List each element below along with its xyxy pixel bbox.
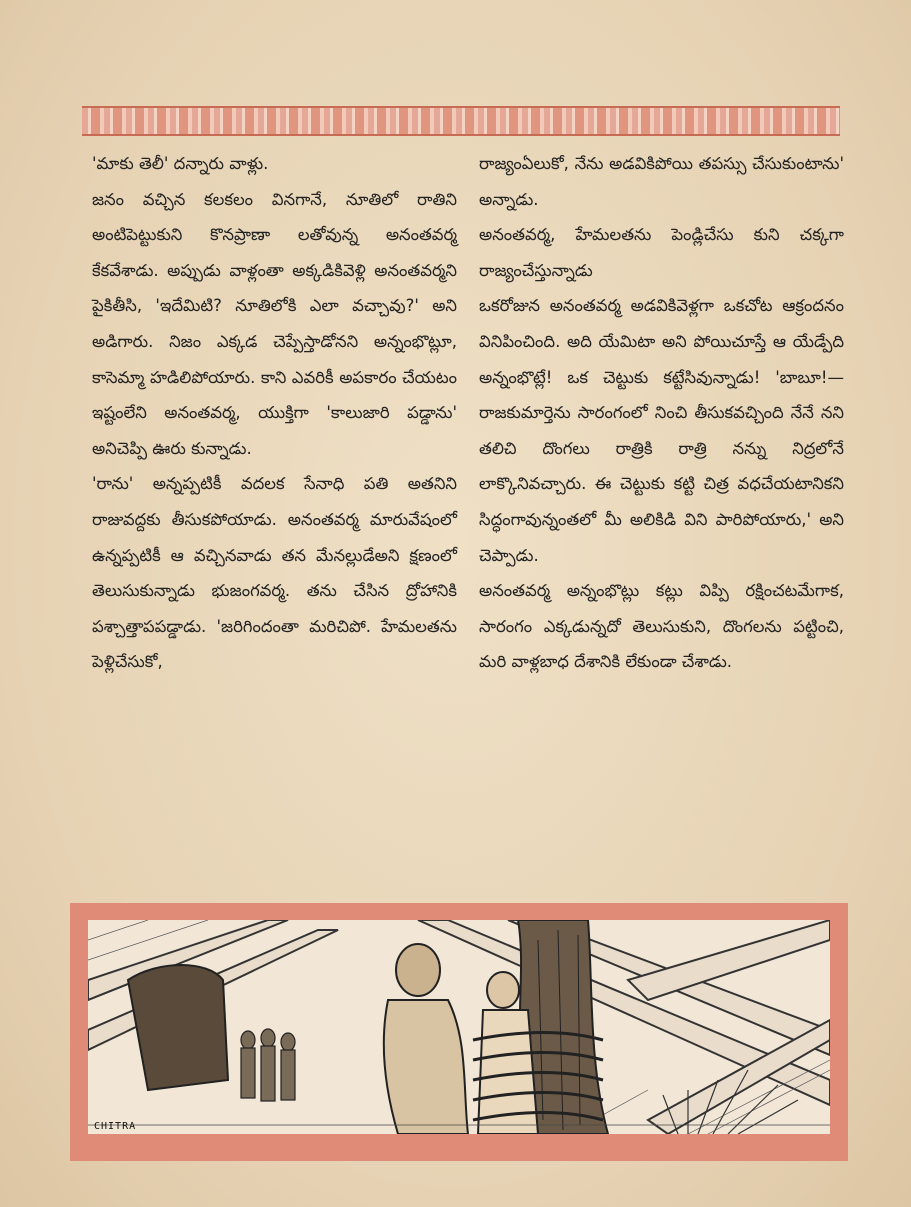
paragraph: అనంతవర్మ, హేమలతను పెండ్లిచేసు కుని చక్కగా రాజ్యంచేస్తున్నాడు	[479, 225, 844, 280]
paragraph: 'రాను' అన్నప్పటికీ వదలక సేనాధి పతి అతనిని రాజువద్దకు తీసుకపోయాడు. అనంతవర్మ మారువేషంలో ఉన్నప్పటికీ ఆ వచ్చినవాడు తన మేనల్లుడేఅని క్షణంలో తెలుసుకున్నాడు భుజంగవర్మ. తను చేసిన ద్రోహానికి పశ్చాత్తాపపడ్డాడు. 'జరిగిందంతా మరిచిపో. హేమలతను పెళ్లిచేసుకో,	[92, 474, 457, 672]
illustration	[88, 920, 830, 1134]
paragraph: 'మాకు తెలీ' దన్నారు వాళ్లు.	[92, 154, 269, 173]
illustrator-signature: CHITRA	[94, 1121, 137, 1132]
illustration-drawing	[88, 920, 830, 1134]
paragraph: రాజ్యంఏలుకో, నేను అడవికిపోయి తపస్సు చేసుకుంటాను' అన్నాడు.	[479, 154, 844, 209]
right-text-column	[479, 146, 844, 680]
paragraph: అనంతవర్మ అన్నంభొట్లు కట్లు విప్పి రక్షించటమేగాక, సారంగం ఎక్కడున్నదో తెలుసుకుని, దొంగలను పట్టించి, మరి వాళ్లబాధ దేశానికి లేకుండా చేశాడు.	[479, 581, 844, 672]
decorative-border-strip	[82, 106, 840, 136]
left-text-column	[92, 146, 457, 680]
paragraph: ఒకరోజున అనంతవర్మ అడవికివెళ్లగా ఒకచోట ఆక్రందనం వినిపించింది. అది యేమిటా అని పోయిచూస్తే ఆ యేడ్పేది అన్నంభొట్లే! ఒక చెట్టుకు కట్టేసివున్నాడు! 'బాబూ!—రాజకుమార్తెను సారంగంలో నించి తీసుకవచ్చింది నేనే నని తలిచి దొంగలు రాత్రికి రాత్రి నన్ను నిద్రలోనే లాక్కొనివచ్చారు. ఈ చెట్టుకు కట్టి చిత్ర వధచేయటానికని సిద్ధంగావున్నంతలో మీ అలికిడి విని పారిపోయారు,' అని చెప్పాడు.	[479, 296, 844, 565]
paragraph: జనం వచ్చిన కలకలం వినగానే, నూతిలో రాతిని అంటిపెట్టుకుని కొనప్రాణా లతోవున్న అనంతవర్మ కేకవేశాడు. అప్పుడు వాళ్లంతా అక్కడికివెళ్లి అనంతవర్మని పైకితీసి, 'ఇదేమిటి? నూతిలోకి ఎలా వచ్చావు?' అని అడిగారు. నిజం ఎక్కడ చెప్పేస్తాడోనని అన్నంభొట్లూ, కాసెమ్మా హడిలిపోయారు. కాని ఎవరికీ అపకారం చేయటం ఇష్టంలేని అనంతవర్మ, యుక్తిగా 'కాలుజారి పడ్డాను' అనిచెప్పి ఊరు కున్నాడు.	[92, 189, 457, 458]
